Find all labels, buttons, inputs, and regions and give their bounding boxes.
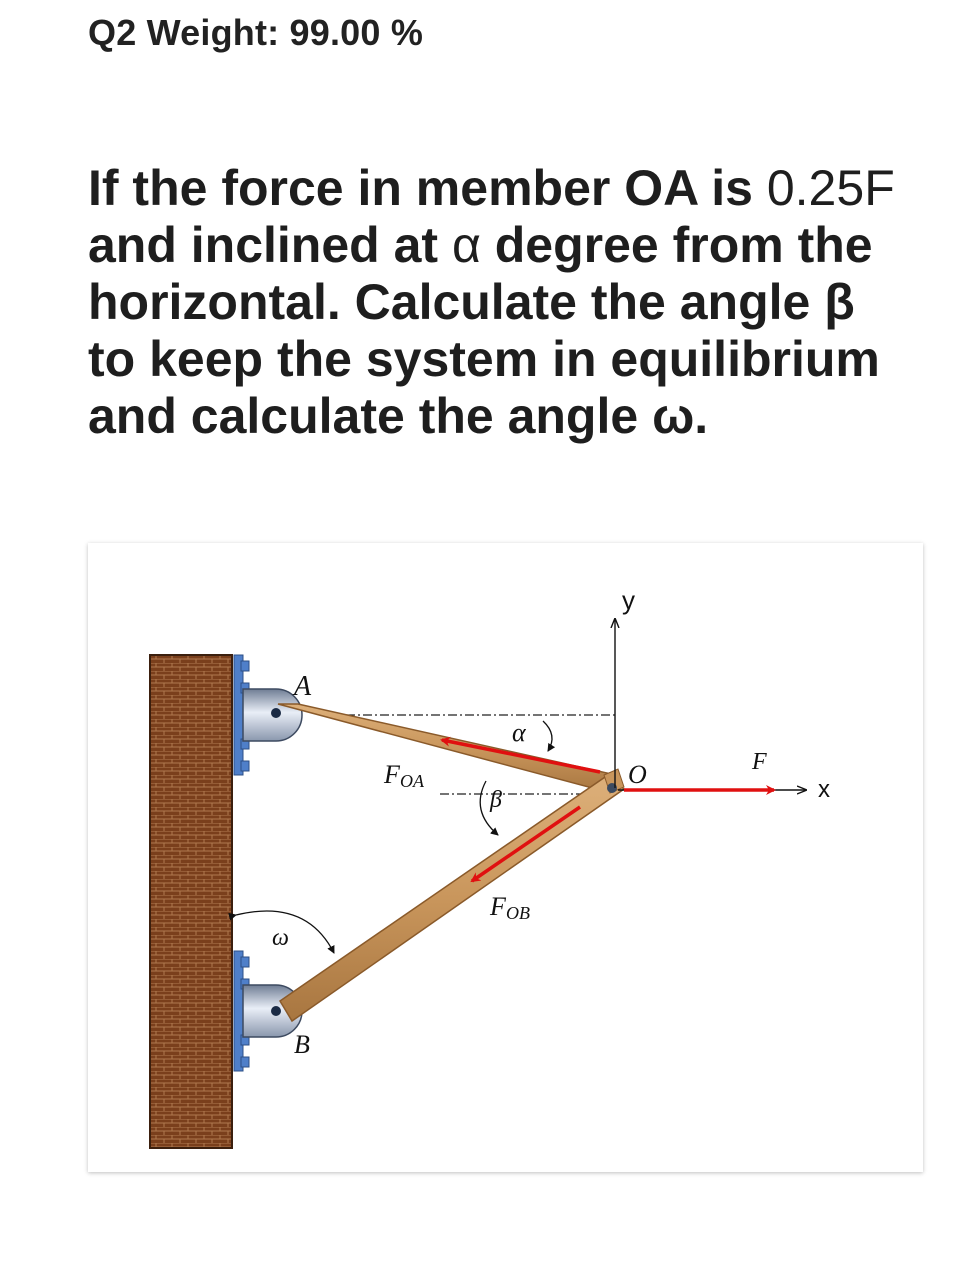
figure-card <box>88 543 923 1172</box>
label-force-oa-sub: OA <box>400 771 424 791</box>
label-omega: ω <box>272 925 289 951</box>
member-oa <box>278 704 616 793</box>
label-alpha: α <box>512 718 526 747</box>
question-line-5: and calculate the angle ω. <box>88 388 709 444</box>
question-line-2 <box>88 217 948 274</box>
question-line-1-text: If the force in member OA is <box>88 160 767 216</box>
question-symbol-alpha: α <box>451 217 481 273</box>
question-line-2-tail: degree from the <box>480 217 873 273</box>
force-ob-arrow <box>472 807 580 881</box>
label-point-b: B <box>294 1030 310 1059</box>
question-value-025: 0.25 <box>766 160 865 216</box>
alpha-arc <box>543 721 552 751</box>
question-line-3: horizontal. Calculate the angle β <box>88 274 855 330</box>
question-symbol-f: F <box>864 160 895 216</box>
question-weight: Q2 Weight: 99.00 % <box>88 12 424 53</box>
label-point-a: A <box>294 671 312 702</box>
question-line-4: to keep the system in equilibrium <box>88 331 880 387</box>
question-text <box>88 160 948 445</box>
label-axis-x: x <box>818 776 830 803</box>
support-a <box>234 655 302 775</box>
truss-diagram <box>88 543 923 1172</box>
label-force-oa-main: F <box>384 760 400 789</box>
label-axis-y: y <box>622 585 635 615</box>
label-point-o: O <box>628 760 647 789</box>
label-force-ob-sub: OB <box>506 903 530 923</box>
label-beta: β <box>490 787 502 813</box>
label-force-ob <box>489 892 530 923</box>
brick-wall <box>150 655 232 1148</box>
label-force-oa <box>383 760 425 791</box>
question-line-2-text: and inclined at <box>88 217 452 273</box>
label-force-f: F <box>752 749 767 775</box>
label-force-ob-main: F <box>490 892 506 921</box>
question-line-1 <box>88 160 948 217</box>
